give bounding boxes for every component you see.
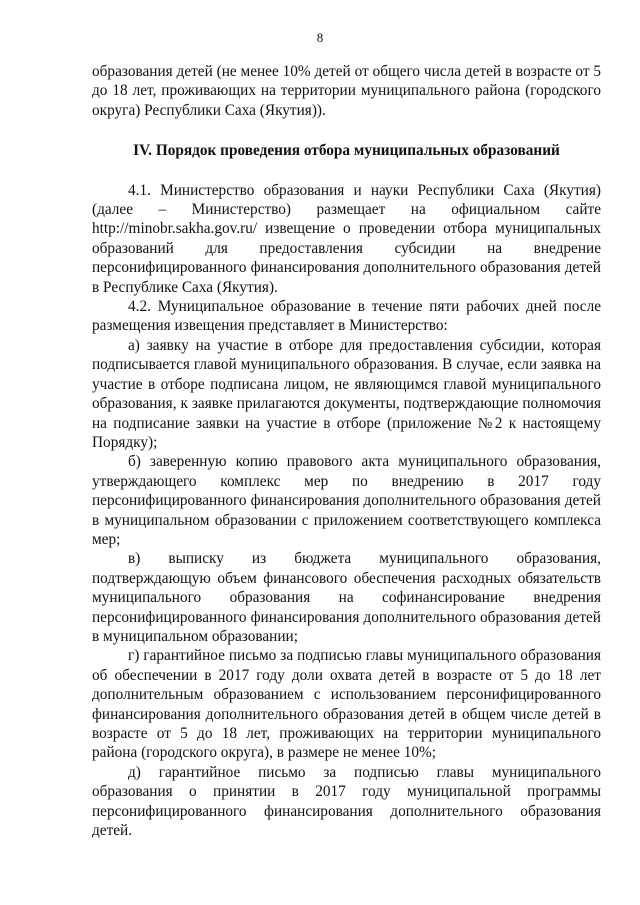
paragraph-4-1: 4.1. Министерство образования и науки Республики Саха (Якутия) (далее – Министерство) размещает на официальном сайте http://minobr.sakha.gov.ru/ извещение о проведении отбора муниципальных образований для предоставления субсидии на внедрение персонифицированного финансирования дополнительного образования детей в Республике Саха (Якутия). [92, 181, 601, 296]
page-number: 8 [316, 30, 324, 45]
list-item-a: а) заявку на участие в отборе для предоставления субсидии, которая подписывается главой муниципального образования. В случае, если заявка на участие в отборе подписана лицом, не являющимся главой муниципального образования, к заявке прилагаются документы, подтверждающие полномочия на подписание заявки на участие в отборе (приложение №2 к настоящему Порядку); [92, 336, 601, 451]
document-body [92, 62, 601, 840]
section-heading: IV. Порядок проведения отбора муниципальных образований [133, 142, 560, 160]
list-item-g: г) гарантийное письмо за подписью главы муниципального образования об обеспечении в 2017 году доли охвата детей в возрасте от 5 до 18 лет дополнительным образованием с использованием персонифицированного финансирования дополнительного образования детей в общем числе детей в возрасте от 5 до 18 лет, проживающих на территории муниципального района (городского округа), в размере не менее 10%; [92, 647, 601, 762]
list-item-b: б) заверенную копию правового акта муниципального образования, утверждающего комплекс мер по внедрению в 2017 году персонифицированного финансирования дополнительного образования детей в муниципальном образовании с приложением соответствующего комплекса мер; [92, 453, 601, 548]
list-item-d: д) гарантийное письмо за подписью главы муниципального образования о принятии в 2017 году муниципальной программы персонифицированного финансирования дополнительного образования детей. [92, 763, 601, 840]
continuation-paragraph: образования детей (не менее 10% детей от общего числа детей в возрасте от 5 до 18 лет, проживающих на территории муниципального района (городского округа) Республики Саха (Якутия)). [92, 63, 601, 119]
list-item-v: в) выписку из бюджета муниципального образования, подтверждающую объем финансового обеспечения расходных обязательств муниципального образования на софинансирование внедрения персонифицированного финансирования дополнительного образования детей в муниципальном образовании; [92, 550, 601, 645]
paragraph-4-2: 4.2. Муниципальное образование в течение пяти рабочих дней после размещения извещения представляет в Министерство: [92, 298, 601, 335]
